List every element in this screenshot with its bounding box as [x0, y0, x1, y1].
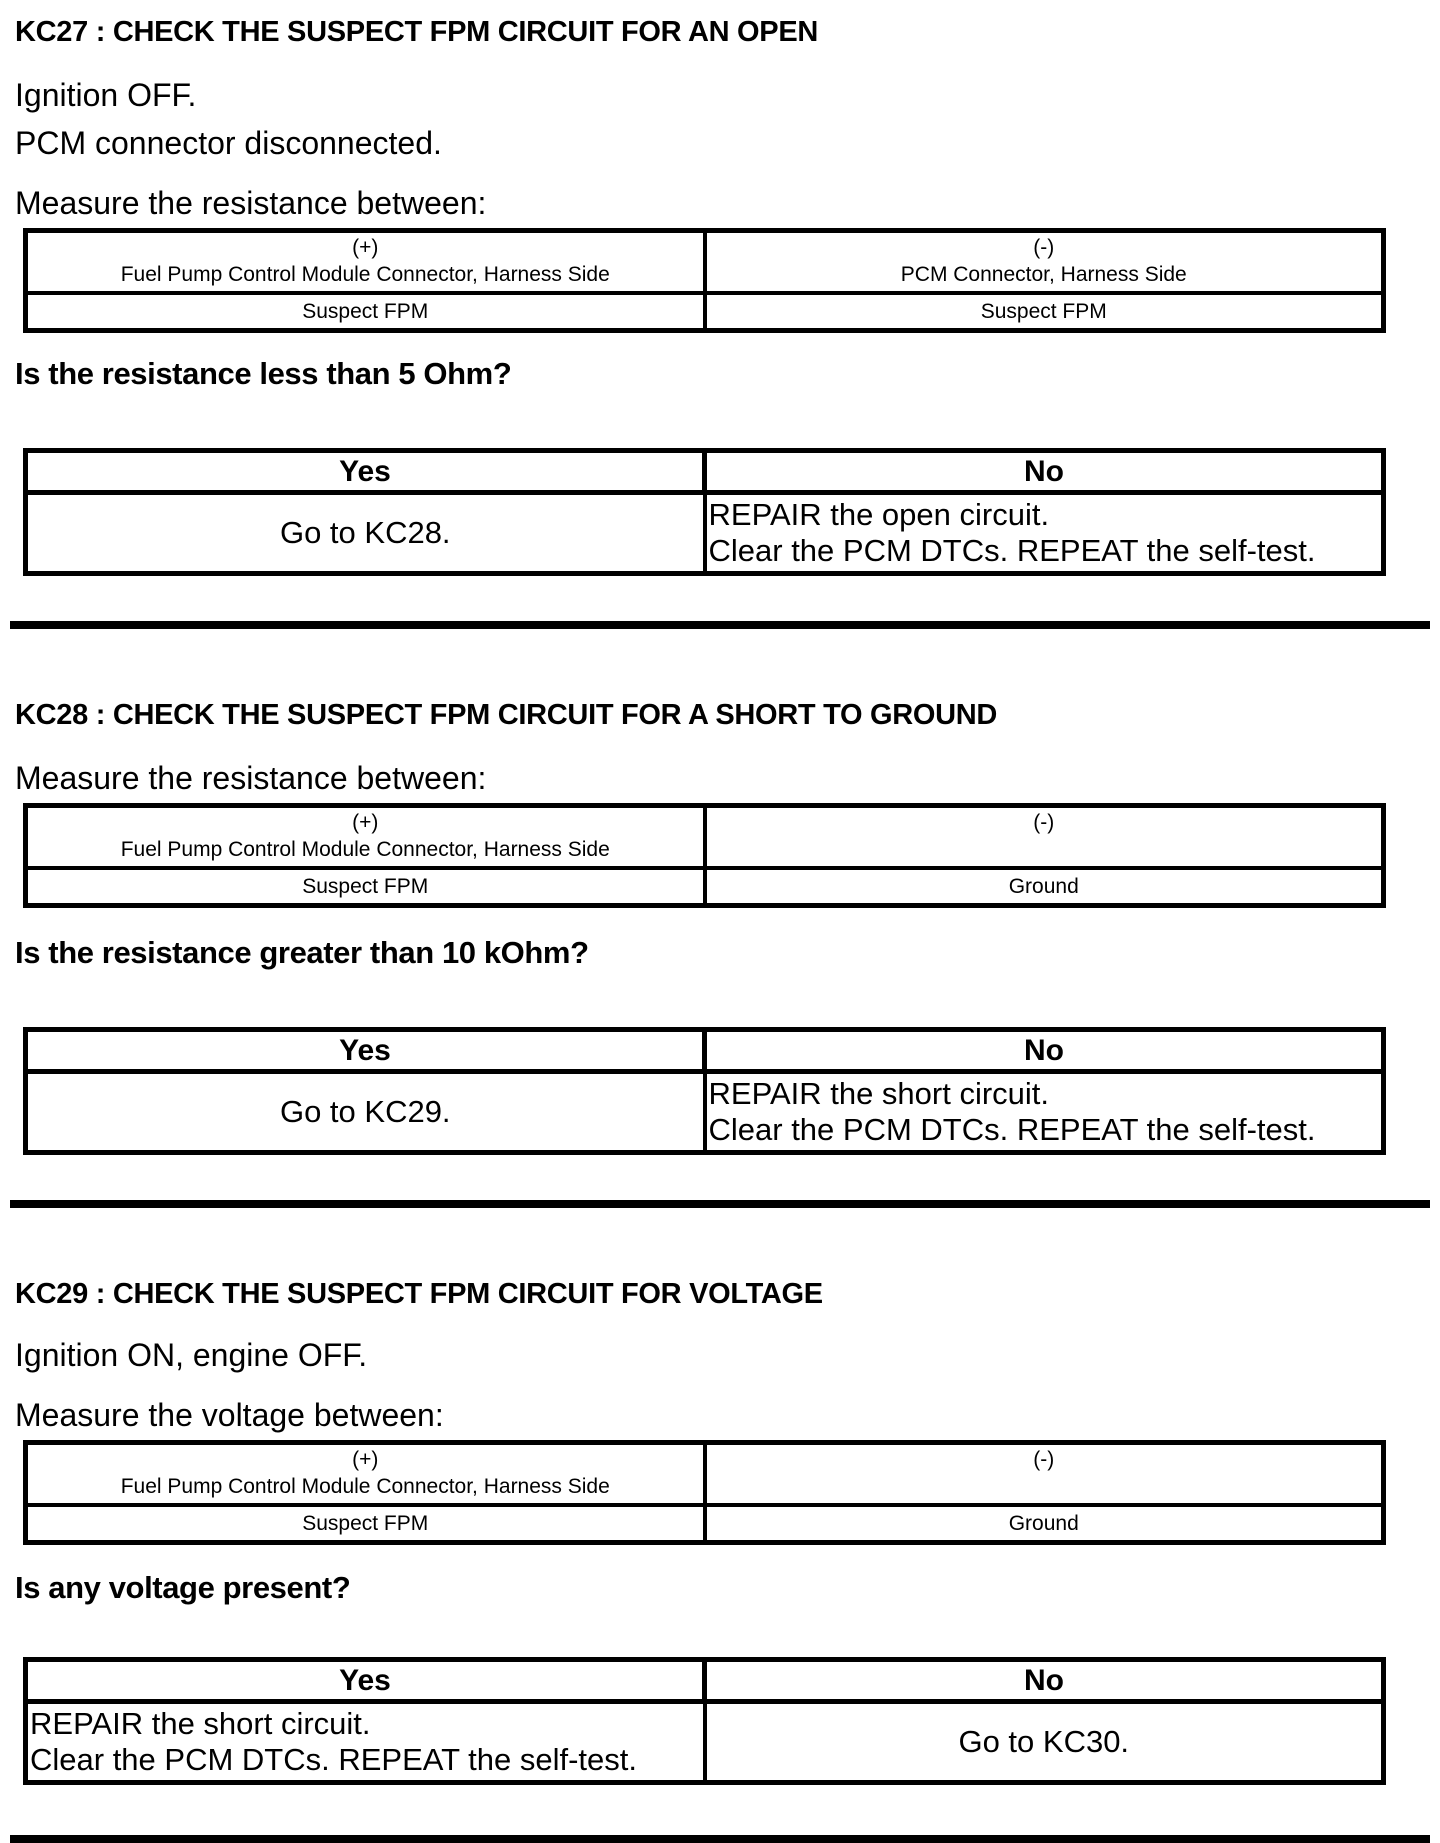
measure-instruction: Measure the voltage between:: [15, 1397, 444, 1433]
polarity-sign: (+): [352, 236, 379, 259]
negative-measure-point: Suspect FPM: [705, 293, 1384, 331]
decision-question: Is the resistance less than 5 Ohm?: [15, 356, 512, 391]
table-header-row: [26, 806, 1384, 869]
yes-action-cell: [26, 493, 705, 574]
section-heading: KC29 : CHECK THE SUSPECT FPM CIRCUIT FOR VOLTAGE: [15, 1278, 823, 1310]
positive-lead-header: [26, 1443, 705, 1506]
measure-instruction: Measure the resistance between:: [15, 760, 487, 796]
measure-instruction: Measure the resistance between:: [15, 185, 487, 221]
connector-description: Fuel Pump Control Module Connector, Harness Side: [120, 263, 610, 286]
table-row: [26, 1505, 1384, 1543]
table-header-row: [26, 1443, 1384, 1506]
no-action-cell: [705, 1702, 1384, 1783]
connector-description: Fuel Pump Control Module Connector, Harness Side: [120, 838, 610, 861]
action-line: Clear the PCM DTCs. REPEAT the self-test.: [708, 533, 1316, 568]
section-heading: KC28 : CHECK THE SUSPECT FPM CIRCUIT FOR A SHORT TO GROUND: [15, 699, 998, 731]
measurement-points-table: [23, 228, 1386, 333]
table-row: [26, 1702, 1384, 1783]
action-line: Clear the PCM DTCs. REPEAT the self-test.: [30, 1742, 637, 1777]
yes-no-decision-table: [23, 1027, 1386, 1155]
polarity-sign: (-): [1033, 236, 1055, 259]
table-header-row: [26, 451, 1384, 493]
no-column-header: No: [705, 451, 1384, 493]
negative-lead-header: [705, 806, 1384, 869]
positive-measure-point: Suspect FPM: [26, 293, 705, 331]
no-column-header: No: [705, 1660, 1384, 1702]
section-heading: KC27 : CHECK THE SUSPECT FPM CIRCUIT FOR AN OPEN: [15, 16, 819, 48]
section-divider: [10, 1835, 1430, 1843]
action-line: REPAIR the open circuit.: [708, 497, 1050, 532]
polarity-sign: (+): [352, 1448, 379, 1471]
action-line: Go to KC30.: [958, 1724, 1130, 1759]
table-header-row: [26, 231, 1384, 294]
precondition-step: Ignition OFF.: [15, 77, 197, 113]
table-header-row: [26, 1660, 1384, 1702]
action-line: REPAIR the short circuit.: [708, 1076, 1050, 1111]
precondition-step: PCM connector disconnected.: [15, 125, 442, 161]
connector-description: Fuel Pump Control Module Connector, Harness Side: [120, 1475, 610, 1498]
measurement-points-table: [23, 803, 1386, 908]
action-line: Clear the PCM DTCs. REPEAT the self-test.: [708, 1112, 1316, 1147]
pinpoint-test-kc28: [15, 697, 1425, 1208]
negative-measure-point: Ground: [705, 868, 1384, 906]
yes-column-header: Yes: [26, 1660, 705, 1702]
yes-no-decision-table: [23, 448, 1386, 576]
yes-column-header: Yes: [26, 1030, 705, 1072]
measurement-points-table: [23, 1440, 1386, 1545]
negative-lead-header: [705, 1443, 1384, 1506]
positive-measure-point: Suspect FPM: [26, 868, 705, 906]
table-row: [26, 293, 1384, 331]
table-row: [26, 493, 1384, 574]
polarity-sign: (+): [352, 811, 379, 834]
connector-description: PCM Connector, Harness Side: [900, 263, 1187, 286]
negative-lead-header: [705, 231, 1384, 294]
positive-lead-header: [26, 231, 705, 294]
no-action-cell: [705, 1072, 1384, 1153]
section-divider: [10, 1200, 1430, 1208]
no-action-cell: [705, 493, 1384, 574]
precondition-step: Ignition ON, engine OFF.: [15, 1337, 368, 1373]
negative-measure-point: Ground: [705, 1505, 1384, 1543]
polarity-sign: (-): [1033, 1448, 1055, 1471]
table-header-row: [26, 1030, 1384, 1072]
pinpoint-test-kc27: [15, 14, 1425, 629]
table-row: [26, 1072, 1384, 1153]
polarity-sign: (-): [1033, 811, 1055, 834]
yes-no-decision-table: [23, 1657, 1386, 1785]
positive-lead-header: [26, 806, 705, 869]
yes-action-cell: [26, 1072, 705, 1153]
yes-action-cell: [26, 1702, 705, 1783]
yes-column-header: Yes: [26, 451, 705, 493]
section-divider: [10, 621, 1430, 629]
pinpoint-test-kc29: [15, 1276, 1425, 1843]
decision-question: Is the resistance greater than 10 kOhm?: [15, 935, 589, 970]
decision-question: Is any voltage present?: [15, 1570, 351, 1605]
action-line: Go to KC28.: [279, 515, 451, 550]
action-line: Go to KC29.: [279, 1094, 451, 1129]
no-column-header: No: [705, 1030, 1384, 1072]
action-line: REPAIR the short circuit.: [30, 1706, 371, 1741]
table-row: [26, 868, 1384, 906]
positive-measure-point: Suspect FPM: [26, 1505, 705, 1543]
